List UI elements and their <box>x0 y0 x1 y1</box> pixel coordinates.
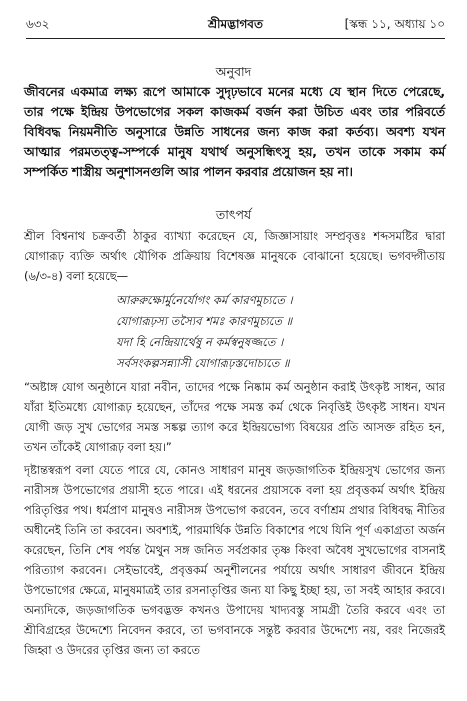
translation-heading: অনুবাদ <box>215 64 252 79</box>
page-header <box>26 16 445 32</box>
running-title: শ্রীমদ্ভাগবত <box>207 17 263 31</box>
verse-line: আরুরুক্ষোর্মুনের্যোগং কর্ম কারণমুচ্যতে । <box>116 293 293 307</box>
purport-heading: তাৎপর্য <box>215 207 252 222</box>
translation-text: জীবনের একমাত্র লক্ষ্য রূপে আমাকে সুদৃঢ়ভাবে মনের মধ্যে যে স্থান দিতে পেরেছে, তার পক্ষে ইন্দ্রিয় উপভোগের সকল কাজকর্ম বর্জন করা উচিত এবং তার পরিবর্তে বিধিবদ্ধ নিয়মনীতি অনুসারে উন্নতি সাধনের জন্য কাজ করা কর্তব্য। অবশ্য যখন আত্মার পরমতত্ত্ব-সম্পর্কে মানুষ যথার্থ অনুসন্ধিৎসু হয়, তখন তাকে সকাম কর্ম সম্পর্কিত শাস্ত্রীয় অনুশাসনগুলি আর পালন করবার প্রয়োজন হয় না। <box>24 84 445 179</box>
header-divider <box>26 38 445 39</box>
purport-quote: “অষ্টাঙ্গ যোগ অনুষ্ঠানে যারা নবীন, তাদের পক্ষে নিষ্কাম কর্ম অনুষ্ঠান করাই উৎকৃষ্ট সাধন, আর যাঁরা ইতিমধ্যে যোগারূঢ় হয়েছেন, তাঁদের পক্ষে সমস্ত কর্ম থেকে নিবৃত্তিই উৎকৃষ্ট সাধন। যখন যোগী জড় সুখ ভোগের সমস্ত সঙ্কল্প ত্যাগ করে ইন্দ্রিয়ভোগ্য বিষয়ের প্রতি আসক্ত রহিত হন, তখন তাঁকেই যোগারূঢ় বলা হয়।” <box>24 380 445 454</box>
verse-line: যদা হি নেন্দ্রিয়ার্থেষু ন কর্মস্বনুষজ্জতে । <box>116 335 284 349</box>
section-reference: [স্কন্ধ ১১, অধ্যায় ১০ <box>344 17 445 31</box>
page-number: ৬৩২ <box>26 17 50 31</box>
purport-body: দৃষ্টান্তস্বরূপ বলা যেতে পারে যে, কোনও সাধারণ মানুষ জড়জাগতিক ইন্দ্রিয়সুখ ভোগের জন্য নারীসঙ্গ উপভোগের প্রয়াসী হতে পারে। এই ধরনের প্রয়াসকে বলা হয় প্রবৃত্তকর্ম অর্থাৎ ইন্দ্রিয় পরিতৃপ্তির পথ। ধর্মপ্রাণ মানুষও নারীসঙ্গ উপভোগ করবেন, তবে বর্ণাশ্রম প্রথার বিধিবদ্ধ নীতির অধীনেই তিনি তা করবেন। অবশ্যই, পারমার্থিক উন্নতি বিকাশের পথে যিনি পূর্ণ একাগ্রতা অর্জন করেছেন, তিনি শেষ পর্যন্ত মৈথুন সঙ্গ জনিত সর্বপ্রকার তৃষ্ণ কিংবা অবৈধ সুখভোগের বাসনাই পরিত্যাগ করবেন। সেইভাবেই, প্রবৃত্তকর্ম অনুশীলনের পর্যায়ে অর্থাৎ সাধারণ জীবনে ইন্দ্রিয় উপভোগের ক্ষেত্রে, মানুষমাত্রই তার রসনাতৃপ্তির জন্য যা কিছু ইচ্ছা হয়, তা সবই আহার করবে। অন্যদিকে, জড়জাগতিক ভগবদ্ভক্ত কখনও উপাদেয় খাদ্যবস্তু সামগ্রী তৈরি করবে এবং তা শ্রীবিগ্রহের উদ্দেশ্যে নিবেদন করবে, তা ভগবানকে সন্তুষ্ট করবার উদ্দেশ্যে নয়, বরং নিজেরই জিহ্বা ও উদরের তৃপ্তির জন্য তা করতে <box>24 463 445 657</box>
purport-intro: শ্রীল বিশ্বনাথ চক্রবর্তী ঠাকুর ব্যাখ্যা করেছেন যে, জিজ্ঞাসায়াং সম্প্রবৃত্তঃ শব্দসমষ্টির দ্বারা যোগারূঢ় ব্যক্তি অর্থাৎ যৌগিক প্রক্রিয়ায় বিশেষজ্ঞ মানুষকে বোঝানো হয়েছে। ভগবদ্গীতায় (৬/৩-৪) বলা হয়েছে— <box>24 229 445 283</box>
verse-block <box>116 290 445 374</box>
verse-line: যোগারূঢ়স্য তস্যৈব শমঃ কারণমুচ্যতে ॥ <box>116 314 293 328</box>
verse-line: সর্বসংকল্পসন্ন্যাসী যোগারূঢ়স্তদোচ্যতে ॥ <box>116 356 290 370</box>
